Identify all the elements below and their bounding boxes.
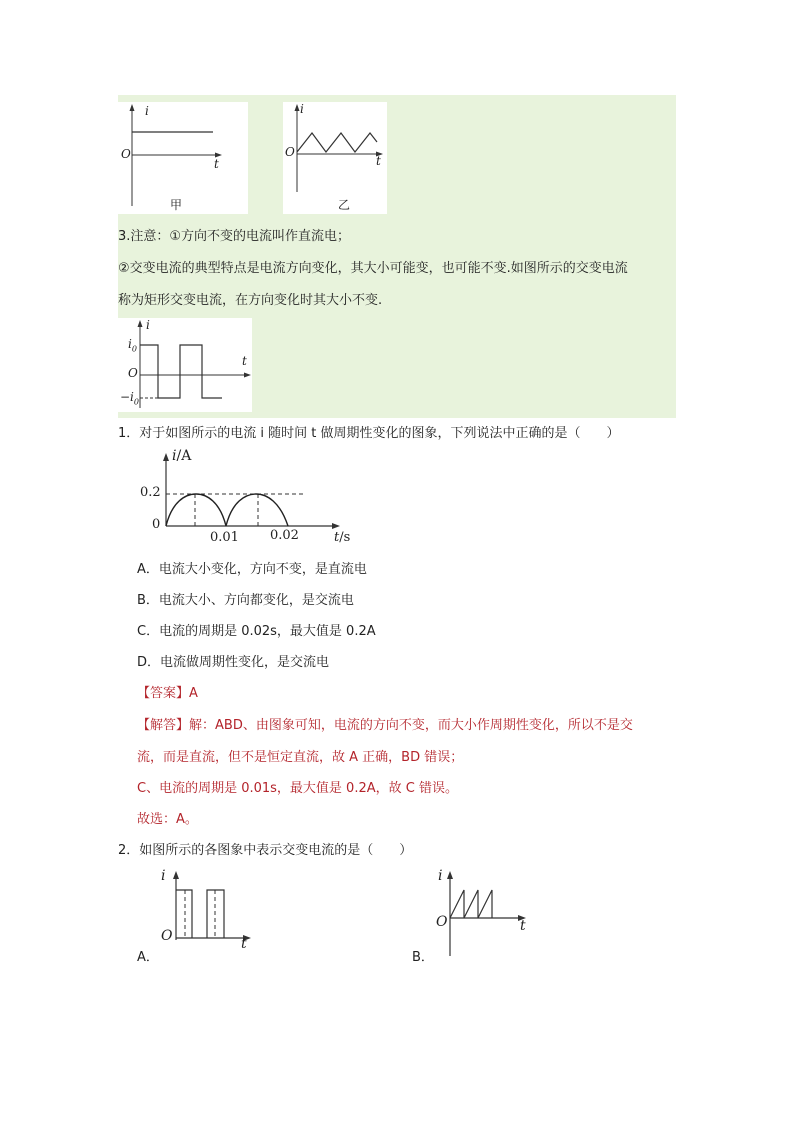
q2-b-y-label: i <box>438 868 443 884</box>
q2-b-x-label: t <box>520 918 526 934</box>
q1-answer: 【答案】A <box>137 686 198 701</box>
q2-stem: 2．如图所示的各图象中表示交变电流的是（ ） <box>118 843 413 858</box>
q1-y-tick-0.2: 0.2 <box>140 485 161 500</box>
q1-option-d: D．电流做周期性变化，是交流电 <box>137 655 330 670</box>
q1-solution-line-3: C、电流的周期是 0.01s，最大值是 0.2A，故 C 错误。 <box>137 781 458 796</box>
fig-yi-origin: O <box>285 145 295 159</box>
q2-b-label: B． <box>412 950 434 965</box>
q1-figure <box>140 450 370 550</box>
figure-rect-ac <box>118 318 252 412</box>
q2-option-a-figure <box>135 866 260 966</box>
q2-b-origin: O <box>436 914 448 930</box>
rect-ac-neg-i0-label: $-i_0$ <box>120 390 139 407</box>
q1-solution-line-2: 流，而是直流，但不是恒定直流，故 A 正确，BD 错误； <box>137 750 464 765</box>
q1-x-tick-0.01: 0.01 <box>210 530 239 545</box>
figure-jia-graph <box>118 102 248 214</box>
q1-y-tick-0: 0 <box>152 517 161 532</box>
q2-a-x-label: t <box>241 936 247 952</box>
fig-yi-y-label: i <box>300 102 304 116</box>
fig-yi-x-label: t <box>376 154 381 168</box>
figure-yi <box>283 102 387 214</box>
fig-yi-caption: 乙 <box>338 198 351 212</box>
q1-option-b: B．电流大小、方向都变化，是交流电 <box>137 593 354 608</box>
rect-ac-x-label: t <box>242 354 247 368</box>
q1-x-tick-0.02: 0.02 <box>270 528 299 543</box>
q2-a-origin: O <box>161 928 173 944</box>
fig-jia-x-label: t <box>214 157 219 171</box>
note-line-3: 称为矩形交变电流，在方向变化时其大小不变. <box>118 293 383 308</box>
fig-jia-y-label: i <box>145 104 149 118</box>
q1-option-a: A．电流大小变化，方向不变，是直流电 <box>137 562 367 577</box>
fig-jia-origin: O <box>121 147 131 161</box>
q1-stem: 1．对于如图所示的电流 i 随时间 t 做周期性变化的图象，下列说法中正确的是（ ） <box>118 426 620 441</box>
rect-ac-origin: O <box>128 366 138 380</box>
figure-yi-graph <box>283 102 387 214</box>
q2-a-y-label: i <box>161 868 166 884</box>
q2-a-label: A． <box>137 950 159 965</box>
figure-jia <box>118 102 248 214</box>
note-line-2: ②交变电流的典型特点是电流方向变化，其大小可能变，也可能不变.如图所示的交变电流 <box>118 261 628 276</box>
rect-ac-y-label: i <box>146 318 150 332</box>
q1-solution-line-4: 故选：A。 <box>137 812 198 827</box>
fig-jia-caption: 甲 <box>170 198 183 212</box>
q1-x-label: t/s <box>334 530 351 545</box>
q1-option-c: C．电流的周期是 0.02s，最大值是 0.2A <box>137 624 376 639</box>
rect-ac-i0-label: $i_0$ <box>128 337 137 354</box>
q1-y-label: i/A <box>172 448 192 464</box>
note-line-1: 3.注意：①方向不变的电流叫作直流电； <box>118 229 351 244</box>
q1-solution-line-1: 【解答】解：ABD、由图象可知，电流的方向不变，而大小作周期性变化，所以不是交 <box>137 718 633 733</box>
q2-option-b-figure <box>410 866 535 966</box>
